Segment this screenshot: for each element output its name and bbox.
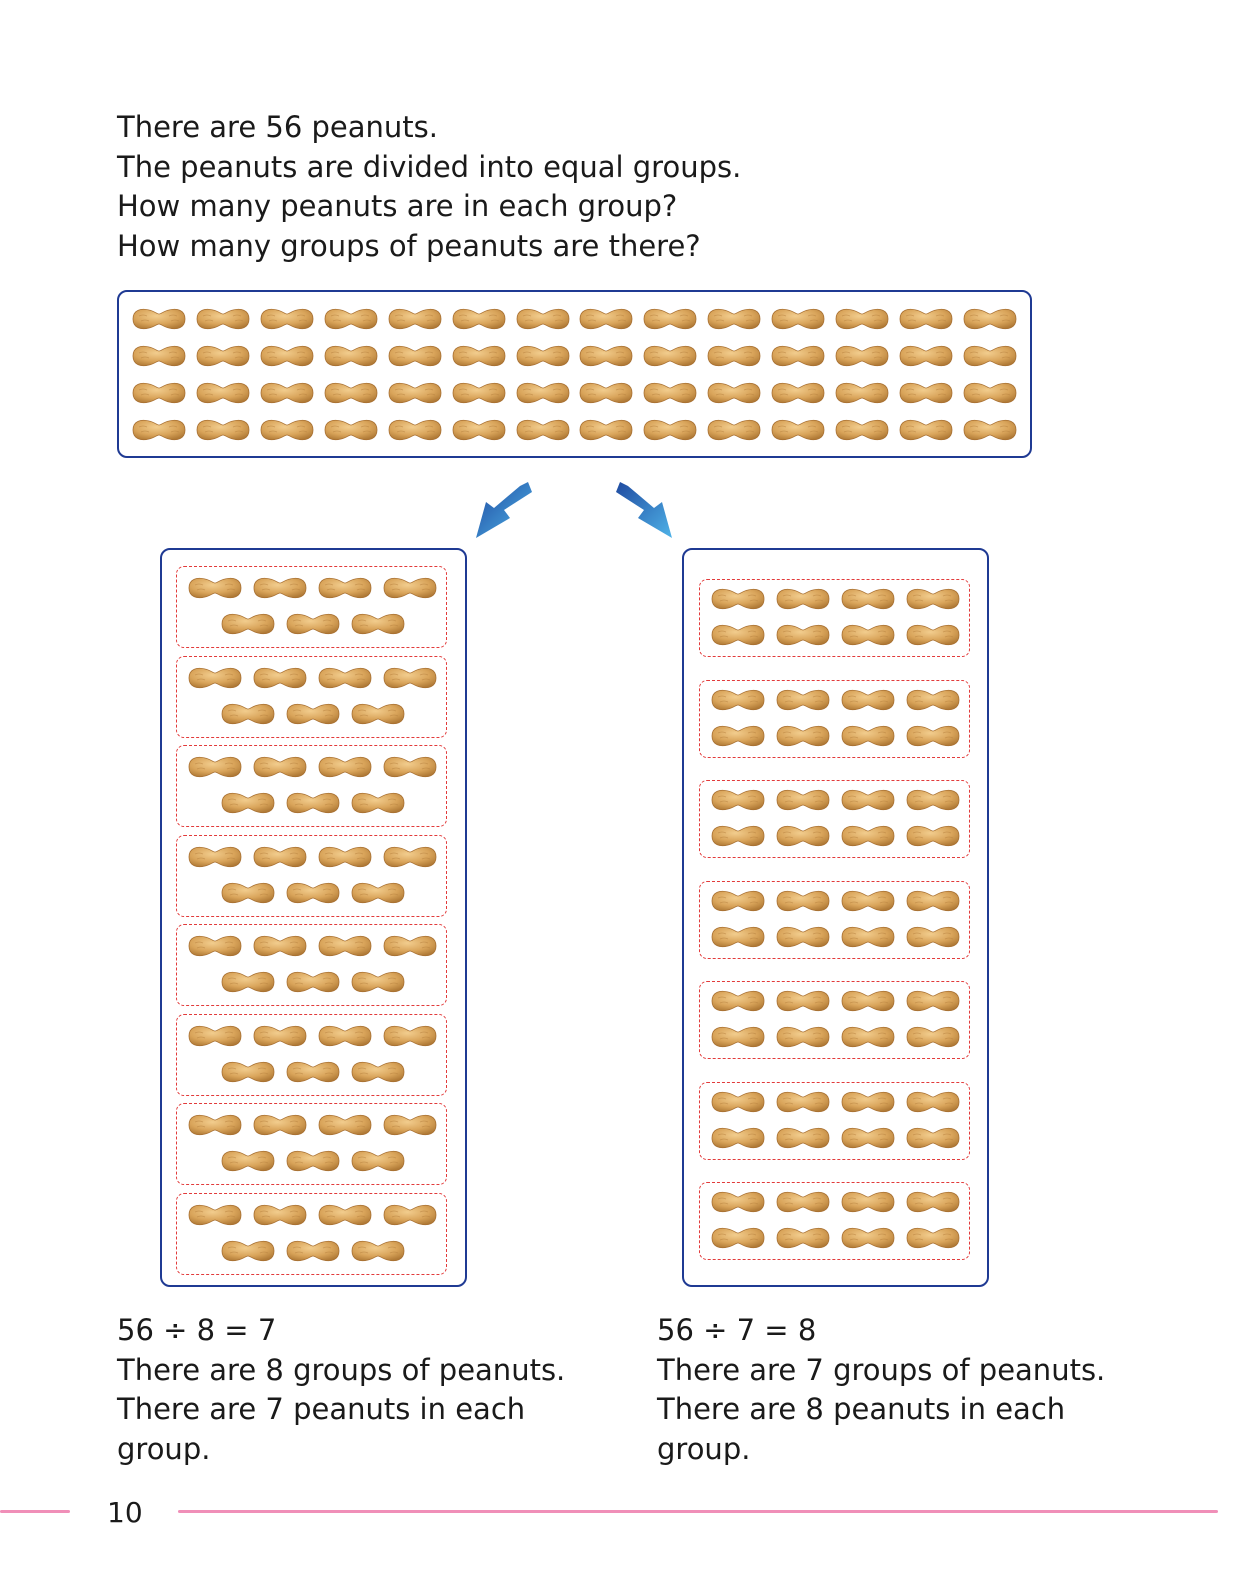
peanut-icon (250, 844, 310, 870)
peanut-icon (380, 665, 440, 691)
peanut-icon (708, 687, 768, 713)
footer-line-right (178, 1510, 1218, 1513)
peanut-group (176, 656, 447, 738)
peanut-icon (773, 924, 833, 950)
peanut-icon (218, 790, 278, 816)
peanut-icon (449, 417, 509, 443)
peanut-icon (283, 790, 343, 816)
peanut-icon (250, 933, 310, 959)
peanut-icon (513, 306, 573, 332)
peanut-icon (640, 417, 700, 443)
intro-line-2: The peanuts are divided into equal groups. (117, 149, 742, 184)
peanut-icon (576, 417, 636, 443)
peanut-icon (640, 343, 700, 369)
peanut-group (176, 924, 447, 1006)
footer-line-left (0, 1510, 70, 1513)
peanut-icon (773, 988, 833, 1014)
peanut-icon (380, 1112, 440, 1138)
peanut-icon (321, 343, 381, 369)
peanut-icon (773, 823, 833, 849)
peanut-icon (708, 723, 768, 749)
peanut-icon (283, 1059, 343, 1085)
peanut-icon (640, 306, 700, 332)
peanut-icon (903, 1125, 963, 1151)
peanut-icon (348, 1238, 408, 1264)
peanut-icon (838, 723, 898, 749)
peanut-group (699, 1182, 970, 1260)
peanut-icon (832, 306, 892, 332)
peanut-icon (773, 787, 833, 813)
left-caption-line-2: There are 7 peanuts in each (117, 1392, 526, 1426)
peanut-icon (838, 1024, 898, 1050)
right-equation: 56 ÷ 7 = 8 (657, 1313, 817, 1347)
peanut-icon (257, 306, 317, 332)
peanut-icon (129, 306, 189, 332)
peanut-group (176, 1103, 447, 1185)
peanut-icon (708, 586, 768, 612)
left-caption-line-3: group. (117, 1431, 211, 1466)
peanut-icon (348, 1148, 408, 1174)
peanut-icon (708, 1125, 768, 1151)
peanut-icon (832, 343, 892, 369)
peanut-icon (185, 665, 245, 691)
peanut-icon (348, 880, 408, 906)
peanut-icon (185, 754, 245, 780)
peanut-icon (348, 969, 408, 995)
peanut-icon (449, 343, 509, 369)
peanut-icon (385, 343, 445, 369)
peanut-icon (250, 665, 310, 691)
peanut-icon (838, 687, 898, 713)
peanut-icon (348, 611, 408, 637)
peanut-icon (960, 306, 1020, 332)
arrow-down-right-icon (608, 478, 678, 542)
peanut-icon (704, 343, 764, 369)
peanut-icon (321, 306, 381, 332)
peanut-icon (838, 586, 898, 612)
left-caption (117, 1311, 597, 1469)
peanut-icon (193, 306, 253, 332)
peanut-icon (903, 687, 963, 713)
peanut-icon (185, 933, 245, 959)
peanut-icon (704, 306, 764, 332)
peanut-icon (321, 417, 381, 443)
peanut-icon (708, 1189, 768, 1215)
peanut-icon (250, 1023, 310, 1049)
peanut-icon (896, 380, 956, 406)
peanut-group (699, 780, 970, 858)
peanut-group (176, 835, 447, 917)
peanut-icon (903, 924, 963, 950)
peanut-icon (768, 306, 828, 332)
peanut-icon (380, 1202, 440, 1228)
peanut-icon (903, 1089, 963, 1115)
peanut-icon (218, 611, 278, 637)
peanut-icon (193, 417, 253, 443)
peanut-group (176, 1193, 447, 1275)
peanut-icon (250, 575, 310, 601)
peanut-icon (708, 1225, 768, 1251)
peanut-group (699, 579, 970, 657)
peanut-group (176, 745, 447, 827)
peanut-icon (708, 924, 768, 950)
peanut-icon (218, 880, 278, 906)
peanut-icon (513, 380, 573, 406)
peanut-icon (773, 1189, 833, 1215)
peanut-icon (838, 787, 898, 813)
peanut-icon (838, 1189, 898, 1215)
intro-line-3: How many peanuts are in each group? (117, 189, 678, 223)
peanut-icon (903, 1225, 963, 1251)
peanut-icon (576, 306, 636, 332)
peanut-icon (960, 417, 1020, 443)
peanut-icon (768, 380, 828, 406)
peanut-icon (704, 380, 764, 406)
right-caption (657, 1311, 1137, 1469)
peanut-icon (773, 723, 833, 749)
peanut-icon (576, 343, 636, 369)
peanut-icon (185, 575, 245, 601)
peanut-icon (250, 1112, 310, 1138)
peanut-icon (838, 924, 898, 950)
peanut-icon (903, 1024, 963, 1050)
peanut-icon (903, 586, 963, 612)
peanut-icon (257, 417, 317, 443)
peanut-icon (185, 1202, 245, 1228)
peanut-icon (896, 417, 956, 443)
peanut-icon (315, 1023, 375, 1049)
peanut-icon (903, 888, 963, 914)
peanut-icon (708, 988, 768, 1014)
peanut-icon (315, 1112, 375, 1138)
peanut-icon (708, 787, 768, 813)
peanut-icon (185, 844, 245, 870)
peanut-icon (193, 343, 253, 369)
peanut-icon (838, 622, 898, 648)
intro-line-1: There are 56 peanuts. (117, 110, 438, 144)
peanut-icon (385, 417, 445, 443)
peanut-icon (773, 888, 833, 914)
peanut-icon (129, 380, 189, 406)
peanut-icon (773, 622, 833, 648)
peanut-icon (708, 622, 768, 648)
peanut-icon (773, 1125, 833, 1151)
peanut-icon (283, 1148, 343, 1174)
peanut-icon (513, 343, 573, 369)
peanut-icon (708, 1024, 768, 1050)
peanut-icon (283, 1238, 343, 1264)
peanut-icon (903, 823, 963, 849)
peanut-icon (768, 417, 828, 443)
peanut-icon (903, 787, 963, 813)
peanut-icon (896, 343, 956, 369)
arrow-down-left-icon (470, 478, 540, 542)
all-peanuts-box (117, 290, 1032, 458)
peanut-icon (960, 380, 1020, 406)
peanut-icon (250, 754, 310, 780)
peanut-icon (348, 1059, 408, 1085)
peanut-icon (708, 1089, 768, 1115)
page-number: 10 (107, 1496, 143, 1529)
peanut-icon (838, 823, 898, 849)
peanut-icon (768, 343, 828, 369)
peanut-icon (903, 622, 963, 648)
peanut-icon (193, 380, 253, 406)
peanut-group (699, 680, 970, 758)
peanut-icon (315, 575, 375, 601)
peanut-icon (838, 1089, 898, 1115)
peanut-icon (773, 1024, 833, 1050)
peanut-icon (218, 701, 278, 727)
peanut-icon (315, 933, 375, 959)
peanut-icon (315, 754, 375, 780)
left-equation: 56 ÷ 8 = 7 (117, 1313, 277, 1347)
peanut-icon (257, 343, 317, 369)
eight-groups-box (160, 548, 467, 1287)
peanut-icon (838, 988, 898, 1014)
right-caption-line-3: group. (657, 1431, 751, 1466)
peanut-icon (129, 417, 189, 443)
peanut-icon (385, 380, 445, 406)
peanut-icon (250, 1202, 310, 1228)
peanut-group (699, 881, 970, 959)
right-caption-line-1: There are 7 groups of peanuts. (657, 1352, 1106, 1387)
peanut-icon (348, 701, 408, 727)
peanut-icon (380, 844, 440, 870)
peanut-icon (903, 723, 963, 749)
peanut-icon (283, 701, 343, 727)
peanut-icon (896, 306, 956, 332)
peanut-icon (380, 1023, 440, 1049)
peanut-icon (960, 343, 1020, 369)
peanut-icon (321, 380, 381, 406)
peanut-icon (576, 380, 636, 406)
peanut-icon (380, 575, 440, 601)
peanut-icon (513, 417, 573, 443)
peanut-icon (283, 611, 343, 637)
peanut-icon (218, 1238, 278, 1264)
peanut-icon (257, 380, 317, 406)
peanut-icon (773, 687, 833, 713)
peanut-icon (185, 1023, 245, 1049)
seven-groups-box (682, 548, 989, 1287)
peanut-group (699, 981, 970, 1059)
peanut-icon (315, 665, 375, 691)
peanut-icon (773, 1089, 833, 1115)
peanut-icon (903, 988, 963, 1014)
peanut-icon (640, 380, 700, 406)
peanut-group (176, 1014, 447, 1096)
peanut-icon (449, 380, 509, 406)
peanut-icon (832, 417, 892, 443)
peanut-icon (708, 823, 768, 849)
peanut-icon (315, 1202, 375, 1228)
peanut-icon (704, 417, 764, 443)
peanut-icon (838, 1125, 898, 1151)
left-caption-line-1: There are 8 groups of peanuts. (117, 1352, 566, 1387)
peanut-icon (708, 888, 768, 914)
peanut-icon (185, 1112, 245, 1138)
peanut-icon (283, 880, 343, 906)
peanut-icon (218, 969, 278, 995)
peanut-icon (129, 343, 189, 369)
peanut-icon (348, 790, 408, 816)
peanut-icon (218, 1148, 278, 1174)
peanut-icon (283, 969, 343, 995)
peanut-icon (449, 306, 509, 332)
peanut-icon (773, 1225, 833, 1251)
peanut-icon (218, 1059, 278, 1085)
peanut-icon (773, 586, 833, 612)
intro-line-4: How many groups of peanuts are there? (117, 228, 701, 263)
peanut-icon (380, 933, 440, 959)
peanut-icon (315, 844, 375, 870)
right-caption-line-2: There are 8 peanuts in each (657, 1392, 1066, 1426)
intro-text (117, 108, 741, 266)
peanut-group (699, 1082, 970, 1160)
peanut-icon (380, 754, 440, 780)
peanut-icon (838, 1225, 898, 1251)
peanut-icon (903, 1189, 963, 1215)
peanut-icon (838, 888, 898, 914)
peanut-group (176, 566, 447, 648)
peanut-icon (385, 306, 445, 332)
peanut-icon (832, 380, 892, 406)
